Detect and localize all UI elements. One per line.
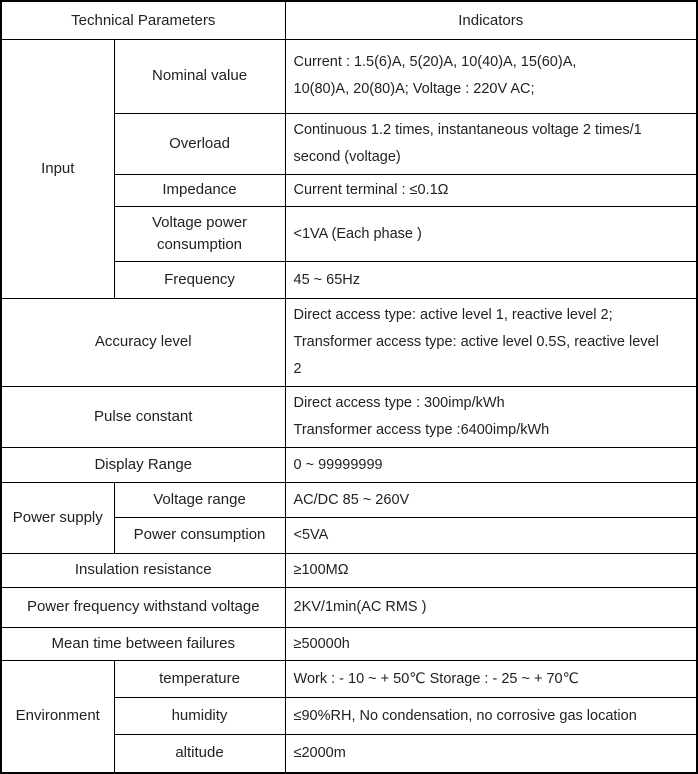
cell-altitude-label: altitude bbox=[114, 734, 285, 773]
cell-overload-indicator bbox=[285, 113, 697, 174]
cell-voltage-power-consumption-indicator: <1VA (Each phase ) bbox=[285, 206, 697, 261]
cell-input-group-label: Input bbox=[1, 39, 114, 298]
cell-nominal-value-indicator bbox=[285, 39, 697, 113]
cell-altitude-indicator: ≤2000m bbox=[285, 734, 697, 773]
cell-pulse-constant-indicator bbox=[285, 386, 697, 447]
cell-accuracy-level-indicator bbox=[285, 298, 697, 386]
indicator-line: Continuous 1.2 times, instantaneous voltage 2 times/1 bbox=[293, 121, 642, 138]
row-mean-time-between-failures bbox=[1, 627, 697, 660]
cell-pulse-constant-label: Pulse constant bbox=[1, 386, 285, 447]
header-row bbox=[1, 1, 697, 39]
cell-mean-time-between-failures-label: Mean time between failures bbox=[1, 627, 285, 660]
row-accuracy-level bbox=[1, 298, 697, 386]
row-display-range bbox=[1, 447, 697, 482]
cell-accuracy-level-label: Accuracy level bbox=[1, 298, 285, 386]
cell-power-consumption-label: Power consumption bbox=[114, 517, 285, 553]
row-nominal-value bbox=[1, 39, 697, 113]
indicator-line: Direct access type : 300imp/kWh bbox=[293, 394, 505, 411]
cell-voltage-range-indicator: AC/DC 85 ~ 260V bbox=[285, 482, 697, 517]
row-voltage-range bbox=[1, 482, 697, 517]
cell-frequency-indicator: 45 ~ 65Hz bbox=[285, 261, 697, 298]
cell-temperature-indicator: Work : - 10 ~ + 50℃ Storage : - 25 ~ + 70℃ bbox=[285, 660, 697, 697]
row-insulation-resistance bbox=[1, 553, 697, 587]
cell-overload-label: Overload bbox=[114, 113, 285, 174]
cell-display-range-indicator: 0 ~ 99999999 bbox=[285, 447, 697, 482]
cell-power-consumption-indicator: <5VA bbox=[285, 517, 697, 553]
indicator-line: Direct access type: active level 1, reactive level 2; bbox=[293, 306, 613, 323]
cell-voltage-range-label: Voltage range bbox=[114, 482, 285, 517]
indicator-line: Transformer access type :6400imp/kWh bbox=[293, 421, 550, 438]
header-cell-indicators: Indicators bbox=[285, 1, 697, 39]
cell-humidity-indicator: ≤90%RH, No condensation, no corrosive gas location bbox=[285, 697, 697, 734]
cell-environment-group-label: Environment bbox=[1, 660, 114, 773]
cell-voltage-power-consumption-label: Voltage power consumption bbox=[114, 206, 285, 261]
cell-power-supply-group-label: Power supply bbox=[1, 482, 114, 553]
cell-frequency-label: Frequency bbox=[114, 261, 285, 298]
cell-humidity-label: humidity bbox=[114, 697, 285, 734]
indicator-line: 10(80)A, 20(80)A; Voltage : 220V AC; bbox=[293, 81, 535, 97]
cell-power-frequency-withstand-voltage-indicator: 2KV/1min(AC RMS ) bbox=[285, 587, 697, 627]
cell-impedance-indicator: Current terminal : ≤0.1Ω bbox=[285, 174, 697, 206]
cell-temperature-label: temperature bbox=[114, 660, 285, 697]
header-cell-technical-parameters: Technical Parameters bbox=[1, 1, 285, 39]
indicator-line: 2 bbox=[293, 360, 302, 377]
indicator-line: Transformer access type: active level 0.5S, reactive level bbox=[293, 333, 659, 350]
cell-power-frequency-withstand-voltage-label: Power frequency withstand voltage bbox=[1, 587, 285, 627]
row-temperature bbox=[1, 660, 697, 697]
indicator-line: second (voltage) bbox=[293, 148, 401, 165]
cell-insulation-resistance-label: Insulation resistance bbox=[1, 553, 285, 587]
row-power-frequency-withstand-voltage bbox=[1, 587, 697, 627]
cell-insulation-resistance-indicator: ≥100MΩ bbox=[285, 553, 697, 587]
row-pulse-constant bbox=[1, 386, 697, 447]
cell-impedance-label: Impedance bbox=[114, 174, 285, 206]
cell-display-range-label: Display Range bbox=[1, 447, 285, 482]
cell-nominal-value-label: Nominal value bbox=[114, 39, 285, 113]
cell-mean-time-between-failures-indicator: ≥50000h bbox=[285, 627, 697, 660]
indicator-line: Current : 1.5(6)A, 5(20)A, 10(40)A, 15(60)A, bbox=[293, 54, 577, 70]
